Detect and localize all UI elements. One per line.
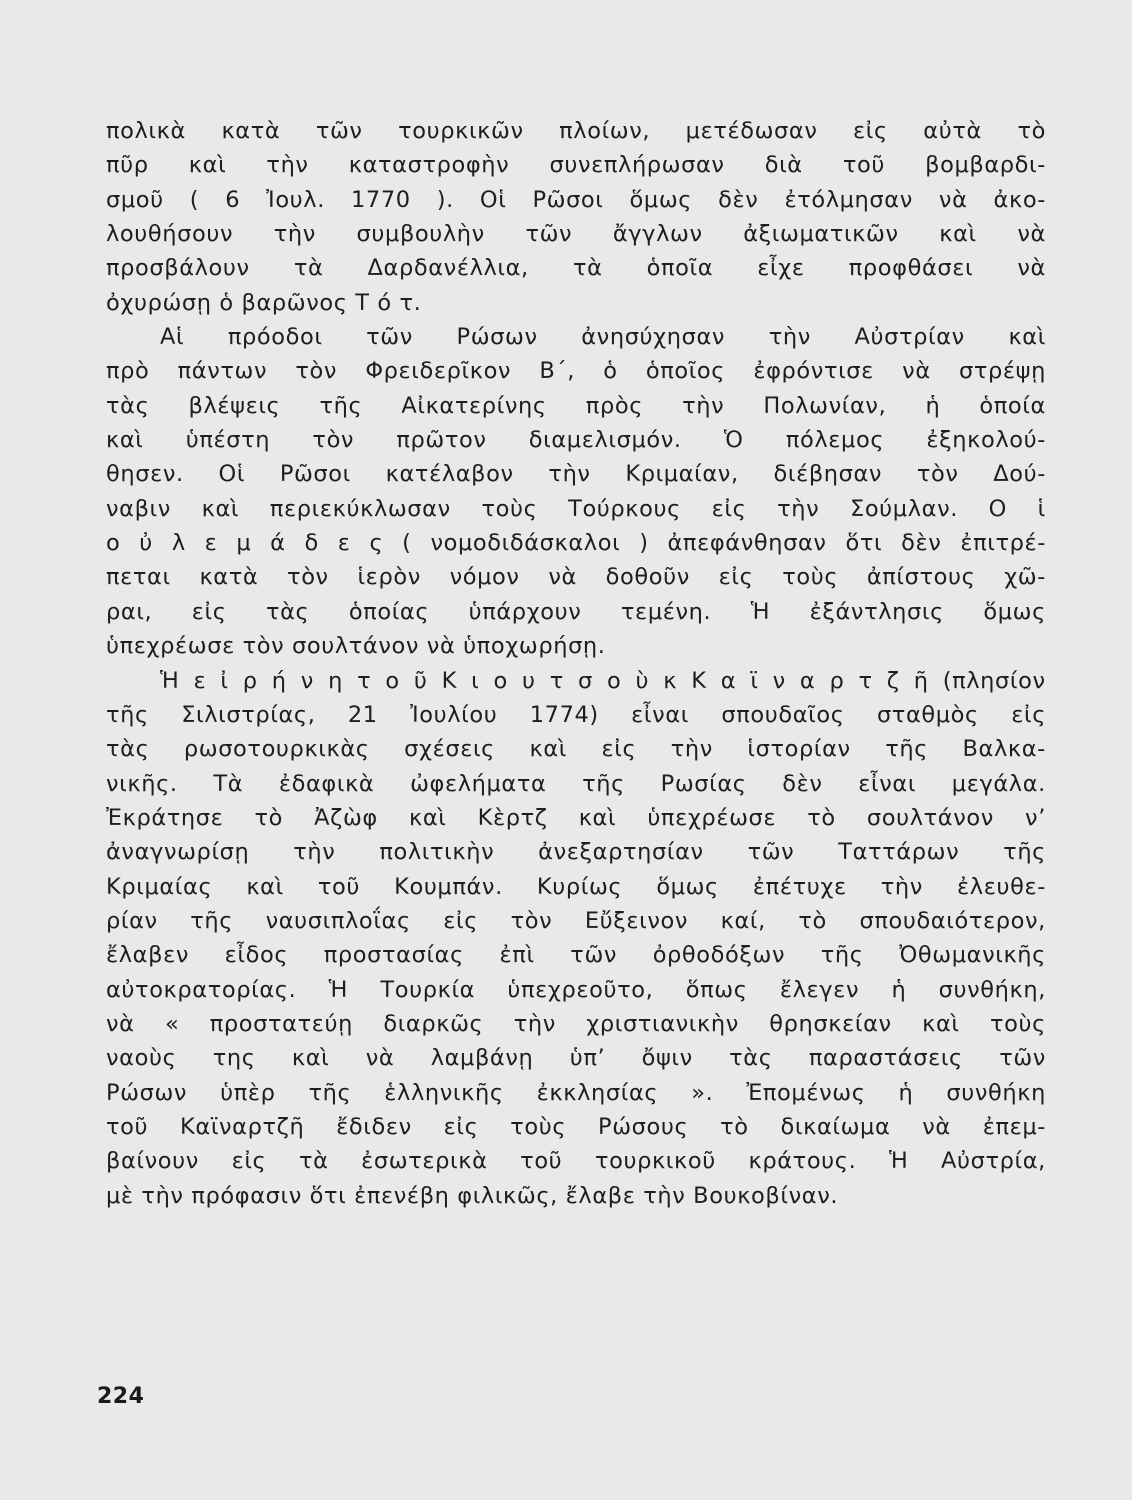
text-line: πεται κατὰ τὸν ἱερὸν νόμον νὰ δοθοῦν εἰς τοὺς ἀπίστους χῶ-	[106, 564, 1046, 591]
text-line: τοῦ Καϊναρτζῆ ἔδιδεν εἰς τοὺς Ρώσους τὸ δικαίωμα νὰ ἐπεμ-	[106, 1113, 1046, 1140]
text-line: μὲ τὴν πρόφασιν ὅτι ἐπενέβη φιλικῶς, ἔλαβε τὴν Βουκοβίναν.	[106, 1182, 839, 1209]
text-line: ραι, εἰς τὰς ὁποίας ὑπάρχουν τεμένη. Ἡ ἐξάντλησις ὅμως	[106, 598, 1046, 625]
paragraph	[106, 320, 1046, 663]
text-line: προσβάλουν τὰ Δαρδανέλλια, τὰ ὁποῖα εἶχε προφθάσει νὰ	[106, 255, 1046, 282]
text-line: Ρώσων ὑπὲρ τῆς ἑλληνικῆς ἐκκλησίας ». Ἐπομένως ἡ συνθήκη	[106, 1079, 1046, 1106]
text-line: λουθήσουν τὴν συμβουλὴν τῶν ἄγγλων ἀξιωματικῶν καὶ νὰ	[106, 221, 1046, 248]
text-line: Ἐκράτησε τὸ Ἀζὼφ καὶ Κὲρτζ καὶ ὑπεχρέωσε τὸ σουλτάνον ν’	[106, 804, 1046, 831]
text-line: σμοῦ ( 6 Ἰουλ. 1770 ). Οἱ Ρῶσοι ὅμως δὲν ἐτόλμησαν νὰ ἀκο-	[106, 186, 1046, 213]
text-line: ἀναγνωρίσῃ τὴν πολιτικὴν ἀνεξαρτησίαν τῶν Ταττάρων τῆς	[106, 839, 1046, 866]
text-line: ναοὺς της καὶ νὰ λαμβάνῃ ὑπ’ ὄψιν τὰς παραστάσεις τῶν	[106, 1045, 1046, 1072]
text-line: τὰς ρωσοτουρκικὰς σχέσεις καὶ εἰς τὴν ἱστορίαν τῆς Βαλκα-	[106, 736, 1046, 763]
text-line: πῦρ καὶ τὴν καταστροφὴν συνεπλήρωσαν διὰ τοῦ βομβαρδι-	[106, 152, 1046, 179]
text-line: ἔλαβεν εἶδος προστασίας ἐπὶ τῶν ὀρθοδόξων τῆς Ὀθωμανικῆς	[106, 942, 1046, 969]
paragraph	[106, 664, 1046, 1214]
text-line: Ἡ ε ἰ ρ ή ν η τ ο ῦ Κ ι ο υ τ σ ο ὺ κ Κ α ϊ ν α ρ τ ζ ῆ (πλησίον	[160, 667, 1046, 694]
paragraph	[106, 114, 1046, 320]
text-line: τὰς βλέψεις τῆς Αἰκατερίνης πρὸς τὴν Πολωνίαν, ἡ ὁποία	[106, 392, 1046, 419]
text-line: ρίαν τῆς ναυσιπλοΐας εἰς τὸν Εὔξεινον καί, τὸ σπουδαιότερον,	[106, 907, 1046, 934]
page-number: 224	[97, 1384, 145, 1409]
text-line: βαίνουν εἰς τὰ ἐσωτερικὰ τοῦ τουρκικοῦ κράτους. Ἡ Αὐστρία,	[106, 1148, 1046, 1175]
text-line: τῆς Σιλιστρίας, 21 Ἰουλίου 1774) εἶναι σπουδαῖος σταθμὸς εἰς	[106, 701, 1046, 728]
text-line: Κριμαίας καὶ τοῦ Κουμπάν. Κυρίως ὅμως ἐπέτυχε τὴν ἐλευθε-	[106, 873, 1046, 900]
text-line: ο ὐ λ ε μ ά δ ε ς ( νομοδιδάσκαλοι ) ἀπεφάνθησαν ὅτι δὲν ἐπιτρέ-	[106, 530, 1046, 557]
text-line: ὀχυρώσῃ ὁ βαρῶνος Τ ό τ.	[106, 289, 422, 316]
text-line: θησεν. Οἱ Ρῶσοι κατέλαβον τὴν Κριμαίαν, διέβησαν τὸν Δού-	[106, 461, 1046, 488]
text-line: πρὸ πάντων τὸν Φρειδερῖκον Β΄, ὁ ὁποῖος ἐφρόντισε νὰ στρέψῃ	[106, 358, 1046, 385]
text-line: ὑπεχρέωσε τὸν σουλτάνον νὰ ὑποχωρήσῃ.	[106, 633, 606, 660]
text-line: Αἱ πρόοδοι τῶν Ρώσων ἀνησύχησαν τὴν Αὐστρίαν καὶ	[160, 324, 1046, 351]
text-line: νὰ « προστατεύῃ διαρκῶς τὴν χριστιανικὴν θρησκείαν καὶ τοὺς	[106, 1010, 1046, 1037]
text-line: αὐτοκρατορίας. Ἡ Τουρκία ὑπεχρεοῦτο, ὅπως ἔλεγεν ἡ συνθήκη,	[106, 976, 1046, 1003]
text-line: πολικὰ κατὰ τῶν τουρκικῶν πλοίων, μετέδωσαν εἰς αὐτὰ τὸ	[106, 118, 1046, 144]
text-line: ναβιν καὶ περιεκύκλωσαν τοὺς Τούρκους εἰς τὴν Σούμλαν. Ο ἱ	[106, 495, 1046, 522]
body-text	[106, 114, 1046, 1213]
text-line: καὶ ὑπέστη τὸν πρῶτον διαμελισμόν. Ὁ πόλεμος ἐξηκολού-	[106, 427, 1046, 454]
text-line: νικῆς. Τὰ ἐδαφικὰ ὠφελήματα τῆς Ρωσίας δὲν εἶναι μεγάλα.	[106, 770, 1046, 797]
